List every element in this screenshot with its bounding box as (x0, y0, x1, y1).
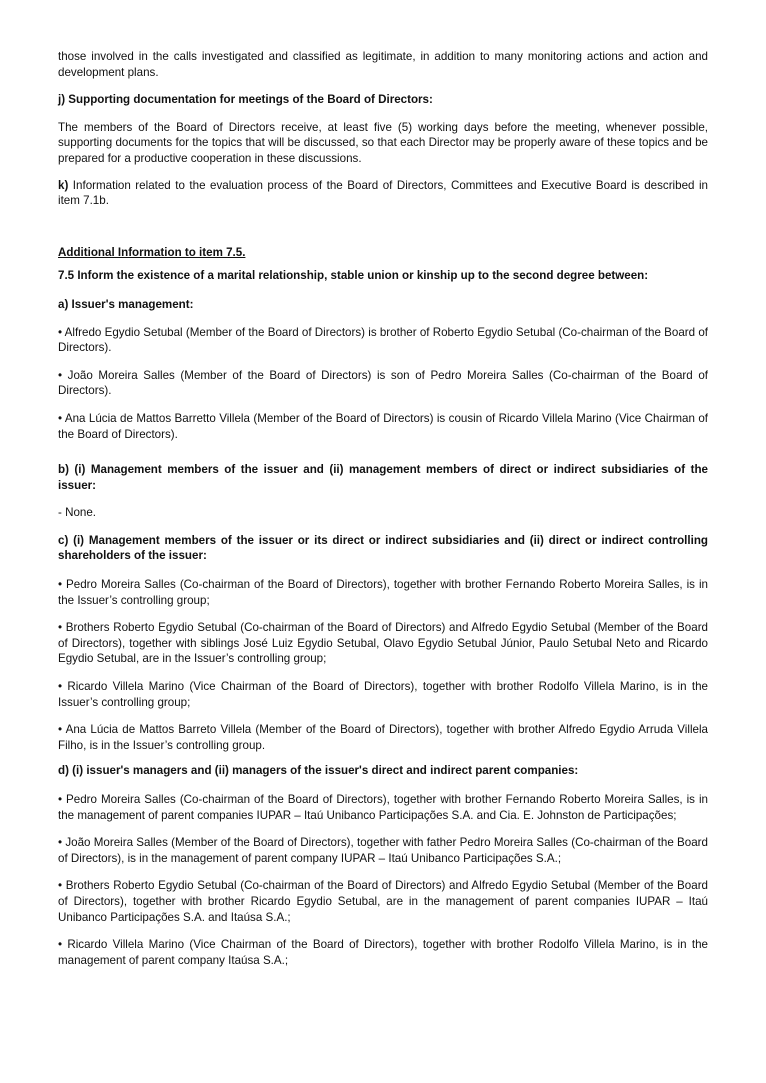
section-k-text: Information related to the evaluation process of the Board of Directors, Committees and Executive Board is described in item 7.1b. (58, 178, 708, 208)
item-75-heading: 7.5 Inform the existence of a marital relationship, stable union or kinship up to the second degree between: (58, 269, 649, 283)
section-a-bullet: • Alfredo Egydio Setubal (Member of the Board of Directors) is brother of Roberto Egydio Setubal (Co-chairman of the Board of Directors). (58, 325, 708, 355)
section-d-bullet: • Pedro Moreira Salles (Co-chairman of the Board of Directors), together with brother Fernando Roberto Moreira Salles, is in the management of parent companies IUPAR – Itaú Unibanco Participações S.A. and Cia. E. Johnston de Participações; (58, 793, 708, 822)
section-c-bullet: • Ana Lúcia de Mattos Barreto Villela (Member of the Board of Directors), together with brother Alfredo Egydio Arruda Villela Filho, is in the Issuer’s controlling group. (58, 723, 708, 752)
section-c-bullet: • Ricardo Villela Marino (Vice Chairman of the Board of Directors), together with brother Rodolfo Villela Marino, is in the Issuer’s controlling group; (58, 680, 708, 709)
intro-paragraph: those involved in the calls investigated and classified as legitimate, in addition to many monitoring actions and action and development plans. (58, 50, 708, 79)
section-d-bullet: • Brothers Roberto Egydio Setubal (Co-chairman of the Board of Directors) and Alfredo Egydio Setubal (Member of the Board of Directors), together with brother Ricardo Egydio Setubal, are in the management of parent companies IUPAR – Itaú Unibanco Participações S.A. and Itaúsa S.A.; (58, 879, 708, 924)
section-k-paragraph (58, 178, 708, 209)
section-c-bullet: • Brothers Roberto Egydio Setubal (Co-chairman of the Board of Directors) and Alfredo Egydio Setubal (Member of the Board of Directors), together with siblings José Luiz Egydio Setubal, Olavo Egydio Setubal Júnior, Paulo Setubal Neto and Ricardo Egydio Setubal, are in the Issuer’s controlling group; (58, 621, 708, 666)
section-b-heading: b) (i) Management members of the issuer and (ii) management members of direct or indirect subsidiaries of the issuer: (58, 463, 708, 492)
section-a-heading: a) Issuer's management: (58, 297, 194, 311)
section-d-bullet: • Ricardo Villela Marino (Vice Chairman of the Board of Directors), together with brother Rodolfo Villela Marino, is in the management of parent company Itaúsa S.A.; (58, 938, 708, 967)
section-c-bullet: • Pedro Moreira Salles (Co-chairman of the Board of Directors), together with brother Fernando Roberto Moreira Salles, is in the Issuer’s controlling group; (58, 578, 708, 607)
section-d-bullet: • João Moreira Salles (Member of the Board of Directors), together with father Pedro Moreira Salles (Co-chairman of the Board of Directors), is in the management of parent company IUPAR – Itaú Unibanco Participações S.A.; (58, 836, 708, 865)
document-page (58, 49, 708, 968)
section-a-bullet: • Ana Lúcia de Mattos Barretto Villela (Member of the Board of Directors) is cousin of Ricardo Villela Marino (Vice Chairman of the Board of Directors). (58, 411, 708, 441)
section-a-bullet: • João Moreira Salles (Member of the Board of Directors) is son of Pedro Moreira Salles (Co-chairman of the Board of Directors). (58, 368, 708, 398)
section-b-text: - None. (58, 506, 97, 520)
section-j-text: The members of the Board of Directors receive, at least five (5) working days before the meeting, whenever possible, supporting documents for the topics that will be discussed, so that each Director may be properly aware of these topics and be prepared for a productive cooperation in these discussions. (58, 120, 708, 165)
section-j-heading: j) Supporting documentation for meetings of the Board of Directors: (58, 93, 433, 107)
section-d-heading: d) (i) issuer's managers and (ii) managers of the issuer's direct and indirect parent companies: (58, 764, 579, 778)
section-k-label: k) (58, 178, 69, 192)
additional-info-heading: Additional Information to item 7.5. (58, 245, 246, 259)
section-c-heading: c) (i) Management members of the issuer or its direct or indirect subsidiaries and (ii) direct or indirect controlling shareholders of the issuer: (58, 533, 708, 563)
